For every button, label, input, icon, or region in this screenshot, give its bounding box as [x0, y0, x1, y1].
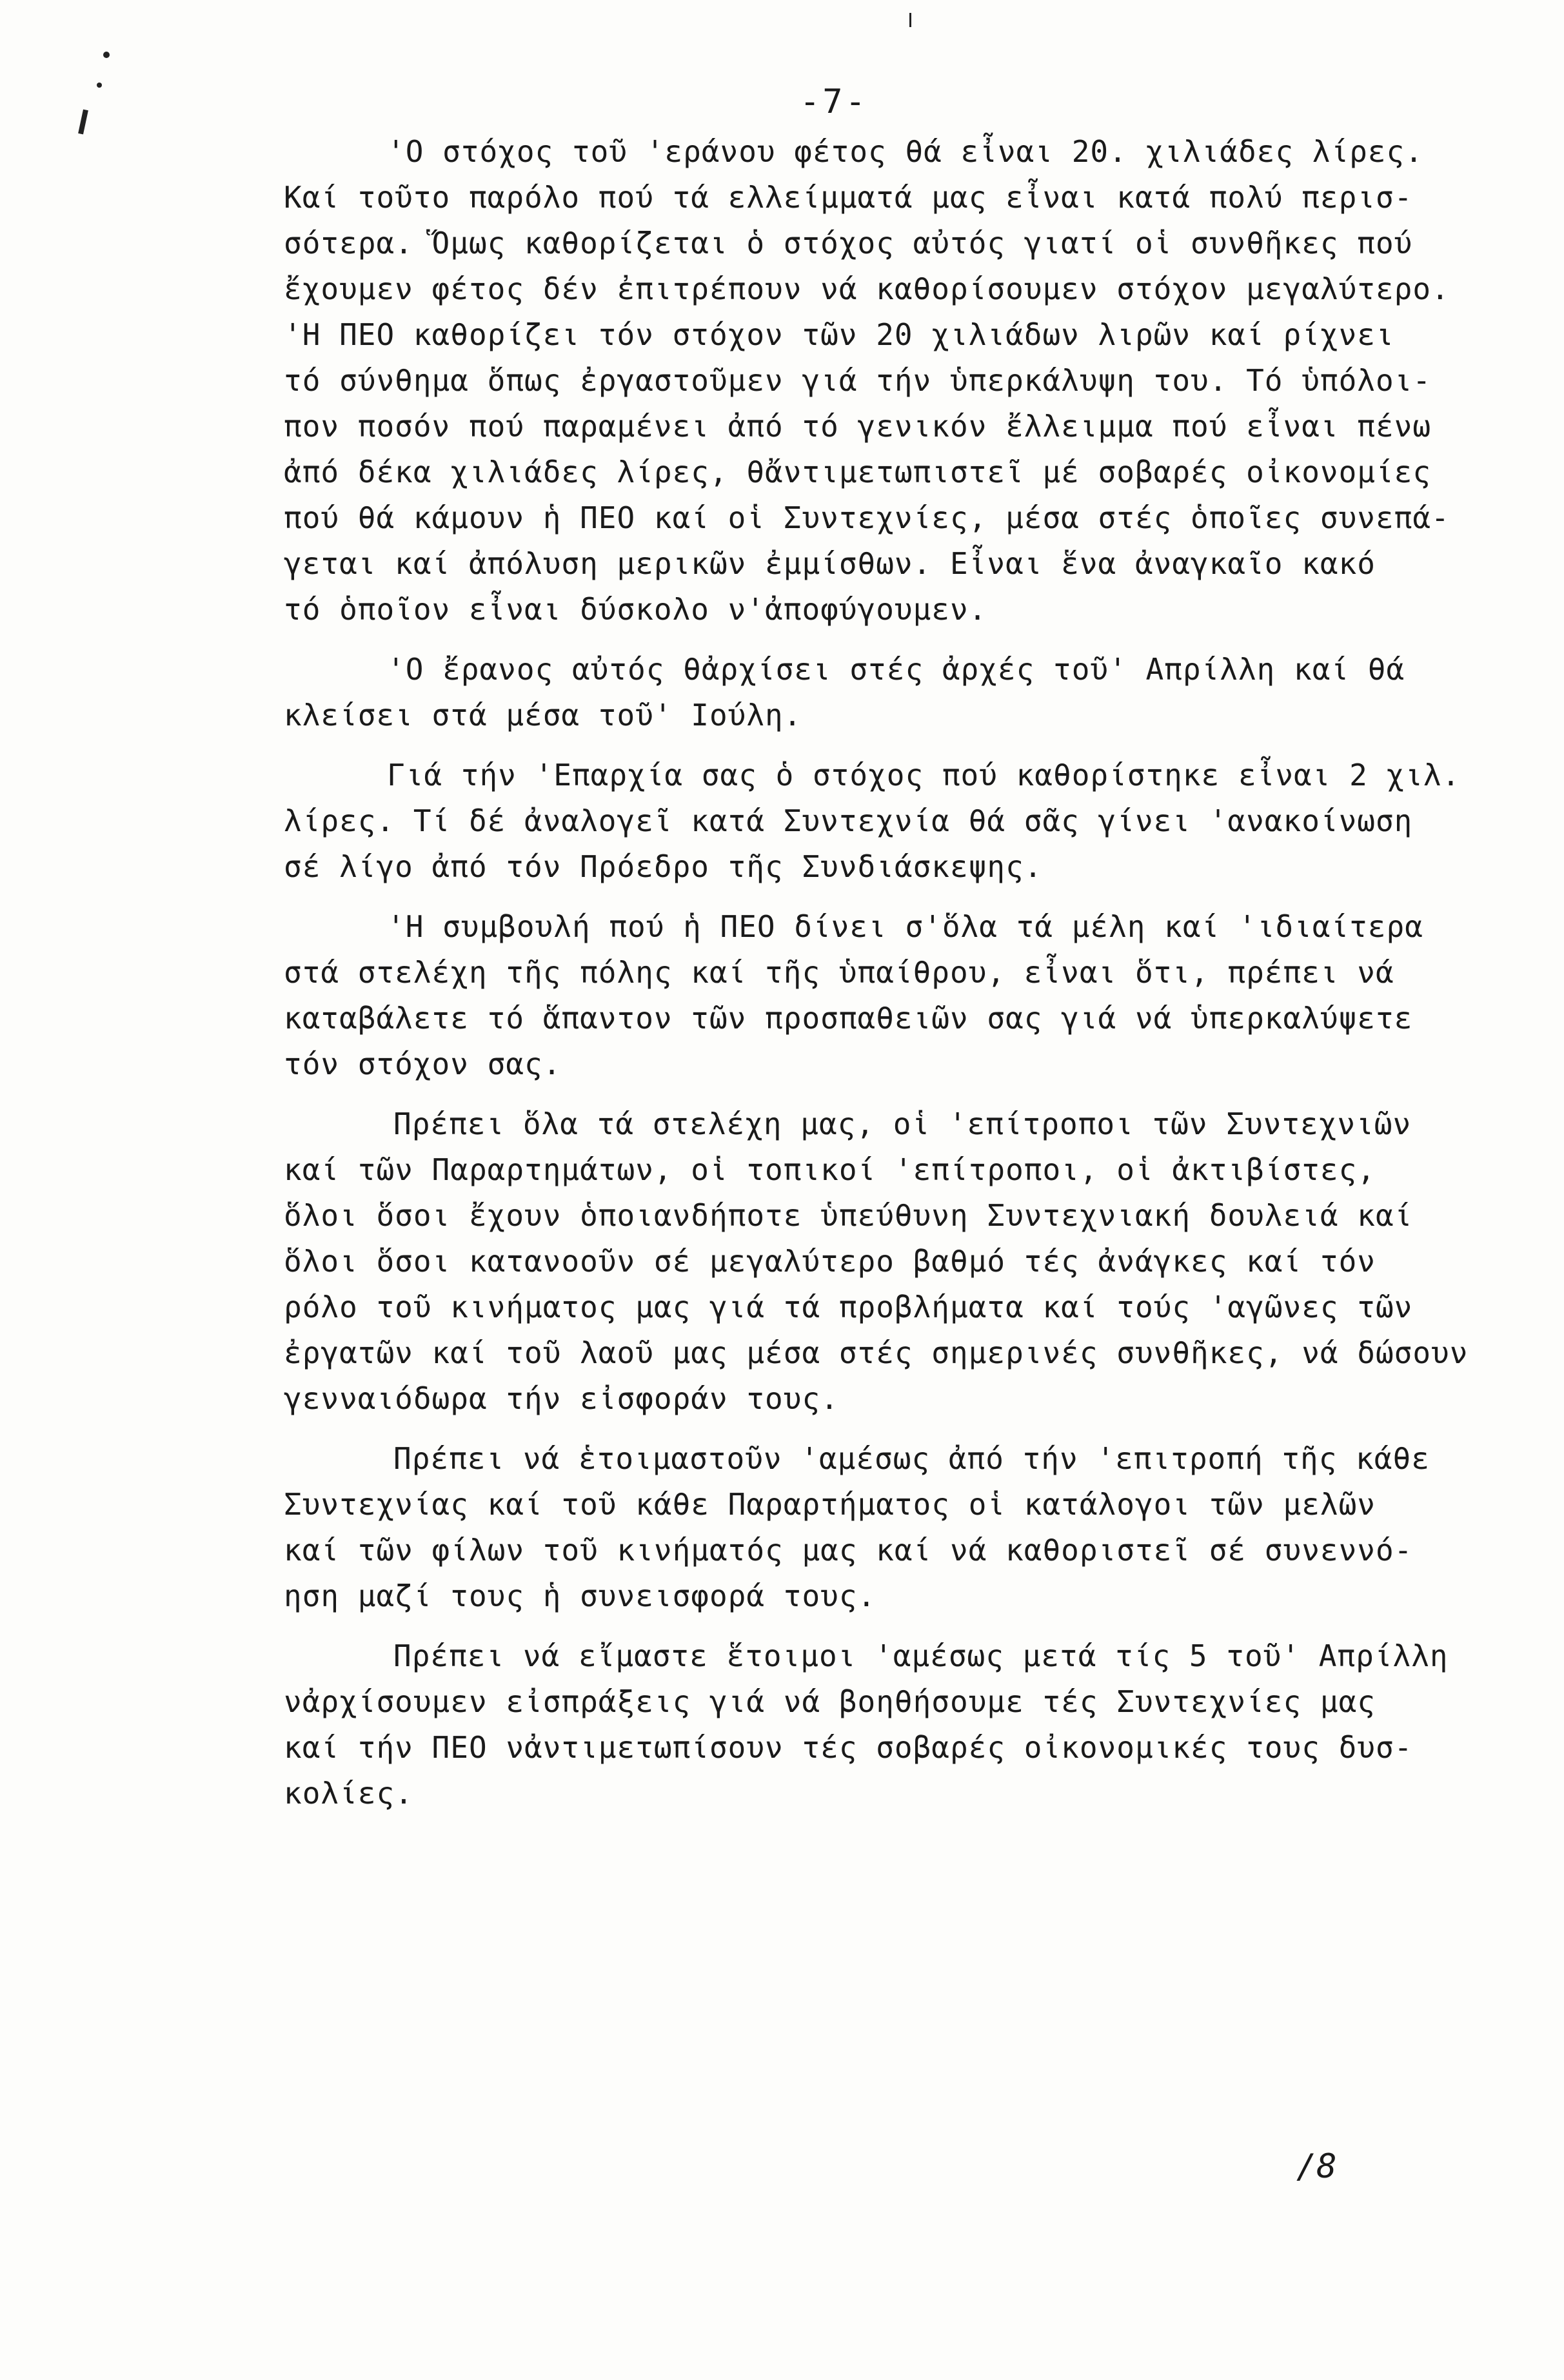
text-line: σότερα. Ὅμως καθορίζεται ὁ στόχος αὐτός γιατί οἱ συνθῆκες πού	[284, 226, 1413, 261]
text-line: καί τήν ΠΕΟ νἀντιμετωπίσουν τές σοβαρές οἰκονομικές τους δυσ-	[284, 1730, 1413, 1765]
text-line: λίρες. Τί δέ ἀναλογεῖ κατά Συντεχνία θά σᾶς γίνει 'ανακοίνωση	[284, 803, 1413, 838]
text-line: στά στελέχη τῆς πόλης καί τῆς ὑπαίθρου, εἶναι ὅτι, πρέπει νά	[284, 955, 1394, 990]
text-line: τό ὁποῖον εἶναι δύσκολο ν'ἀποφύγουμεν.	[284, 592, 987, 627]
text-line: καταβάλετε τό ἅπαντον τῶν προσπαθειῶν σας γιά νά ὑπερκαλύψετε	[284, 1001, 1413, 1036]
text-line: ρόλο τοῦ κινήματος μας γιά τά προβλήματα καί τούς 'αγῶνες τῶν	[284, 1290, 1413, 1324]
text-line: γενναιόδωρα τήν εἰσφοράν τους.	[284, 1381, 839, 1416]
text-line: Καί τοῦτο παρόλο πού τά ελλείμματά μας εἶναι κατά πολύ περισ-	[284, 180, 1413, 215]
text-line: ηση μαζί τους ἡ συνεισφορά τους.	[284, 1578, 876, 1613]
text-line: Γιά τήν 'Επαρχία σας ὁ στόχος πού καθορίστηκε εἶναι 2 χιλ.	[387, 758, 1461, 792]
text-line: ὅλοι ὅσοι κατανοοῦν σέ μεγαλύτερο βαθμό τές ἀνάγκες καί τόν	[284, 1244, 1376, 1279]
text-line: νἀρχίσουμεν εἰσπράξεις γιά νά βοηθήσουμε τές Συντεχνίες μας	[284, 1684, 1376, 1719]
text-line: 'Ο ἔρανος αὐτός θἀρχίσει στές ἀρχές τοῦ' Απρίλλη καί θά	[387, 652, 1405, 687]
text-line: Συντεχνίας καί τοῦ κάθε Παραρτήματος οἱ κατάλογοι τῶν μελῶν	[284, 1487, 1376, 1522]
text-line: καί τῶν φίλων τοῦ κινήματός μας καί νά καθοριστεῖ σέ συνεννό-	[284, 1533, 1413, 1568]
page-number: -7-	[800, 83, 868, 121]
text-line: Πρέπει νά ἑτοιμαστοῦν 'αμέσως ἀπό τήν 'επιτροπή τῆς κάθε	[393, 1441, 1430, 1476]
scan-mark	[909, 13, 911, 27]
text-line: Πρέπει ὅλα τά στελέχη μας, οἱ 'επίτροποι τῶν Συντεχνιῶν	[393, 1106, 1412, 1141]
text-line: πον ποσόν πού παραμένει ἀπό τό γενικόν ἔλλειμμα πού εἶναι πένω	[284, 409, 1432, 444]
body-text	[284, 129, 1541, 1816]
text-line: τόν στόχον σας.	[284, 1047, 562, 1081]
text-line: Πρέπει νά εἴμαστε ἕτοιμοι 'αμέσως μετά τίς 5 τοῦ' Απρίλλη	[393, 1638, 1449, 1673]
scan-mark	[78, 110, 88, 135]
continuation-mark: /8	[1296, 2147, 1337, 2186]
text-line: 'Η συμβουλή πού ἡ ΠΕΟ δίνει σ'ὅλα τά μέλη καί 'ιδιαίτερα	[387, 909, 1423, 944]
text-line: τό σύνθημα ὅπως ἐργαστοῦμεν γιά τήν ὑπερκάλυψη του. Τό ὑπόλοι-	[284, 363, 1432, 398]
text-line: κολίες.	[284, 1776, 413, 1811]
text-line: κλείσει στά μέσα τοῦ' Ιούλη.	[284, 698, 802, 733]
text-line: ἀπό δέκα χιλιάδες λίρες, θἄντιμετωπιστεῖ μέ σοβαρές οἰκονομίες	[284, 455, 1432, 489]
text-line: πού θά κάμουν ἡ ΠΕΟ καί οἱ Συντεχνίες, μέσα στές ὁποῖες συνεπά-	[284, 500, 1450, 535]
scan-speck	[97, 83, 102, 88]
text-line: γεται καί ἀπόλυση μερικῶν ἐμμίσθων. Εἶναι ἕνα ἀναγκαῖο κακό	[284, 546, 1376, 581]
text-line: σέ λίγο ἀπό τόν Πρόεδρο τῆς Συνδιάσκεψης.	[284, 849, 1043, 884]
text-line: καί τῶν Παραρτημάτων, οἱ τοπικοί 'επίτροποι, οἱ ἀκτιβίστες,	[284, 1152, 1376, 1187]
scan-speck	[103, 52, 110, 58]
text-line: 'Η ΠΕΟ καθορίζει τόν στόχον τῶν 20 χιλιάδων λιρῶν καί ρίχνει	[284, 317, 1394, 352]
text-line: ἔχουμεν φέτος δέν ἐπιτρέπουν νά καθορίσουμεν στόχον μεγαλύτερο.	[284, 271, 1450, 306]
text-line: ὅλοι ὅσοι ἔχουν ὁποιανδήποτε ὑπεύθυνη Συντεχνιακή δουλειά καί	[284, 1198, 1413, 1233]
text-line: ἐργατῶν καί τοῦ λαοῦ μας μέσα στές σημερινές συνθῆκες, νά δώσουν	[284, 1335, 1469, 1370]
text-line: 'Ο στόχος τοῦ 'εράνου φέτος θά εἶναι 20. χιλιάδες λίρες.	[387, 134, 1423, 169]
